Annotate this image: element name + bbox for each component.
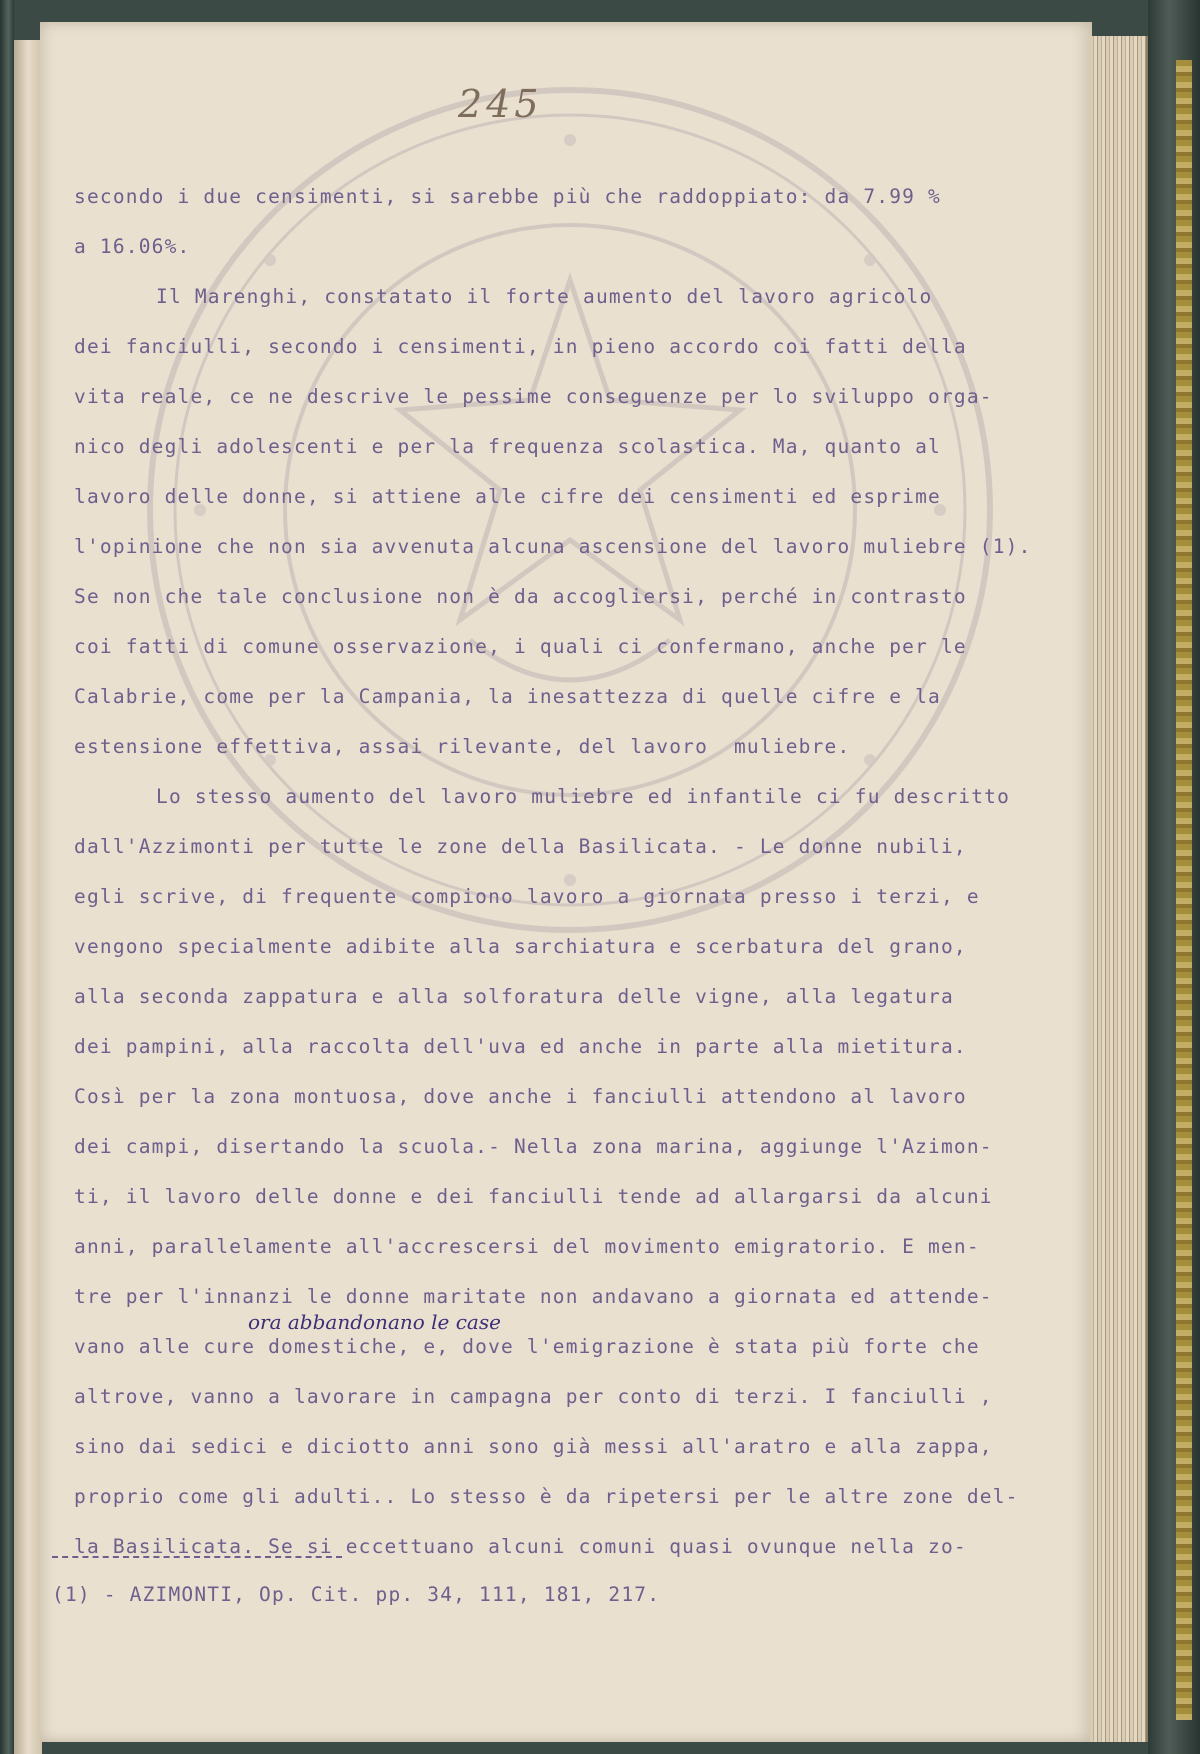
text-line: ti, il lavoro delle donne e dei fanciulli tende ad allargarsi da alcuni [74,1185,993,1208]
text-line: proprio come gli adulti.. Lo stesso è da ripetersi per le altre zone del- [74,1485,1019,1508]
text-line: a 16.06%. [74,235,191,258]
text-line: tre per l'innanzi le donne maritate non andavano a giornata ed attende- [74,1285,993,1308]
page-stack-edge [1090,36,1148,1742]
facing-page-edge [14,40,42,1754]
page-number: 245 [458,82,543,126]
body-text [74,172,1074,1572]
text-line: egli scrive, di frequente compiono lavoro a giornata presso i terzi, e [74,885,980,908]
text-line: lavoro delle donne, si attiene alle cifre dei censimenti ed esprime [74,485,941,508]
text-line: Calabrie, come per la Campania, la inesattezza di quelle cifre e la [74,685,941,708]
text-line: vano alle cure domestiche, e, dove l'emigrazione è stata più forte che [74,1335,980,1358]
text-line: dall'Azzimonti per tutte le zone della Basilicata. - Le donne nubili, [74,835,967,858]
text-line: Se non che tale conclusione non è da accogliersi, perché in contrasto [74,585,967,608]
text-line: la Basilicata. Se si eccettuano alcuni comuni quasi ovunque nella zo- [74,1535,967,1558]
text-line: l'opinione che non sia avvenuta alcuna ascensione del lavoro muliebre (1). [74,535,1032,558]
text-line: alla seconda zappatura e alla solforatura delle vigne, alla legatura [74,985,954,1008]
handwritten-insertion: ora abbandonano le case [248,1310,501,1334]
text-line: vita reale, ce ne descrive le pessime conseguenze per lo sviluppo orga- [74,385,993,408]
footnote-divider [52,1556,342,1558]
text-line: Così per la zona montuosa, dove anche i fanciulli attendono al lavoro [74,1085,967,1108]
text-line: sino dai sedici e diciotto anni sono già messi all'aratro e alla zappa, [74,1435,993,1458]
text-line: dei pampini, alla raccolta dell'uva ed anche in parte alla mietitura. [74,1035,967,1058]
text-line: dei fanciulli, secondo i censimenti, in pieno accordo coi fatti della [74,335,967,358]
text-line: altrove, vanno a lavorare in campagna per conto di terzi. I fanciulli , [74,1385,993,1408]
text-line: vengono specialmente adibite alla sarchiatura e scerbatura del grano, [74,935,967,958]
binding-cloth-strip [1176,60,1192,1720]
text-line: coi fatti di comune osservazione, i quali ci confermano, anche per le [74,635,967,658]
footnote: (1) - AZIMONTI, Op. Cit. pp. 34, 111, 181, 217. [52,1583,661,1606]
text-line: nico degli adolescenti e per la frequenza scolastica. Ma, quanto al [74,435,941,458]
text-line: anni, parallelamente all'accrescersi del movimento emigratorio. E men- [74,1235,980,1258]
text-line: dei campi, disertando la scuola.- Nella zona marina, aggiunge l'Azimon- [74,1135,993,1158]
text-line: estensione effettiva, assai rilevante, del lavoro muliebre. [74,735,851,758]
text-line: Il Marenghi, constatato il forte aumento del lavoro agricolo [156,285,933,308]
book-binding-right [1148,0,1200,1754]
book-binding-left [0,0,14,1754]
text-line: secondo i due censimenti, si sarebbe più che raddoppiato: da 7.99 % [74,185,941,208]
text-line: Lo stesso aumento del lavoro muliebre ed infantile ci fu descritto [156,785,1011,808]
